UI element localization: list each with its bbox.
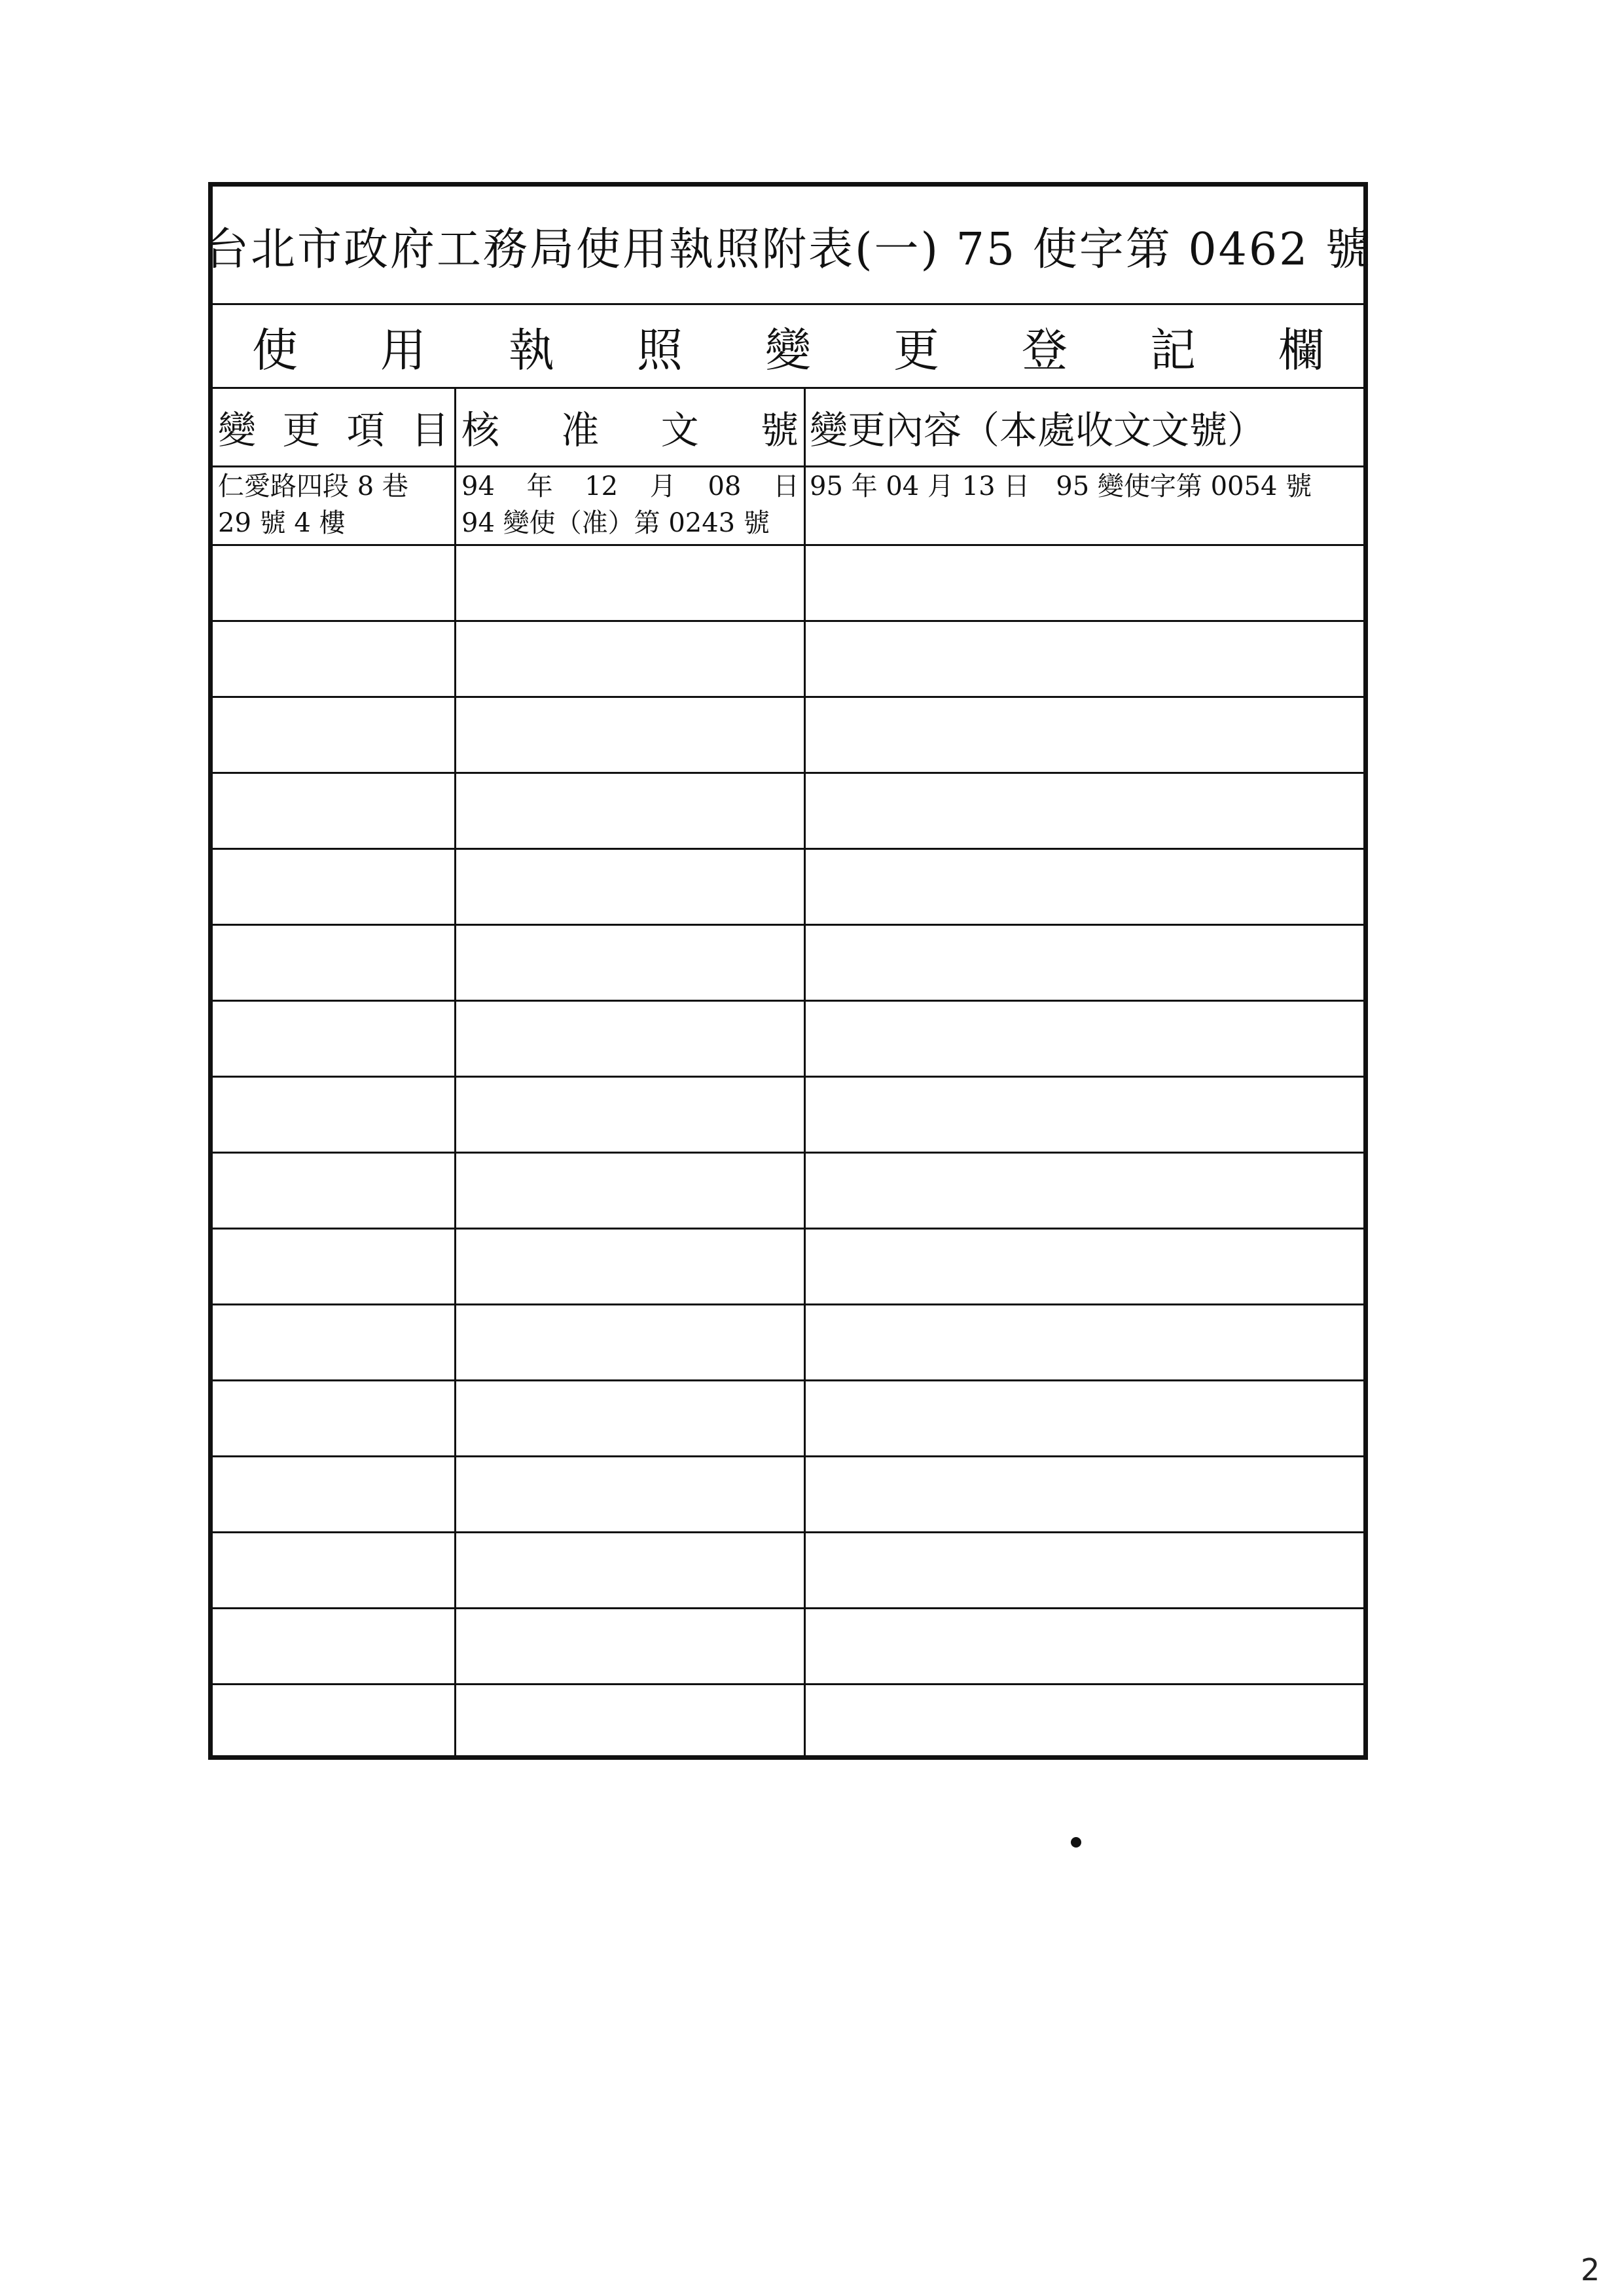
header-divider (213, 465, 1363, 467)
column-header-change-item (213, 388, 454, 465)
row-divider (213, 772, 1363, 774)
row-divider (213, 544, 1363, 546)
item-line: 29 號 4 樓 (218, 508, 346, 538)
row-divider (213, 1303, 1363, 1305)
section-heading (252, 304, 1324, 388)
row-divider (213, 1379, 1363, 1381)
date-part: 08 (708, 471, 742, 501)
row-divider (213, 1455, 1363, 1457)
row-divider (213, 1000, 1363, 1002)
date-part: 12 (584, 471, 619, 501)
row-divider (213, 1152, 1363, 1154)
approval-date (461, 468, 799, 505)
section-heading-char: 照 (637, 323, 683, 377)
section-heading-char: 變 (765, 323, 811, 377)
row-divider (213, 1607, 1363, 1609)
section-heading-char: 用 (380, 323, 426, 377)
date-part: 月 (649, 471, 676, 501)
row-divider (213, 696, 1363, 698)
header-char: 准 (561, 408, 600, 452)
approval-doc-number: 94 變使（准）第 0243 號 (461, 508, 770, 538)
header-char: 目 (410, 408, 449, 452)
header-char: 項 (346, 408, 385, 452)
header-char: 核 (461, 408, 500, 452)
column-header-approval-no (456, 388, 804, 465)
date-part: 日 (773, 471, 799, 501)
section-heading-char: 登 (1022, 323, 1068, 377)
row1-change-content: 95 年 04 月 13 日 95 變使字第 0054 號 (810, 471, 1312, 501)
section-heading-char: 記 (1150, 323, 1196, 377)
header-char: 更 (282, 408, 321, 452)
header-char: 變 (218, 408, 257, 452)
row-divider (213, 1076, 1363, 1078)
date-part: 年 (526, 471, 553, 501)
section-heading-char: 使 (252, 323, 298, 377)
row-divider (213, 1683, 1363, 1685)
row-divider (213, 924, 1363, 926)
section-heading-char: 更 (893, 323, 939, 377)
row1-approval-no (461, 468, 799, 541)
header-char: 文 (660, 408, 699, 452)
column-separator (804, 387, 806, 1755)
row-divider (213, 620, 1363, 622)
row-divider (213, 1531, 1363, 1533)
item-line: 仁愛路四段 8 巷 (218, 471, 408, 501)
row-divider (213, 848, 1363, 850)
usage-permit-change-table (204, 182, 1373, 1760)
column-separator (454, 387, 456, 1755)
row-divider (213, 1228, 1363, 1230)
form-title: 台北市政府工務局使用執照附表(一) 75 使字第 0462 號 (204, 223, 1373, 276)
column-header-change-content: 變更內容（本處收文文號） (810, 408, 1266, 452)
header-char: 號 (760, 408, 799, 452)
date-part: 94 (461, 471, 495, 501)
page-number: 2 (1581, 2252, 1600, 2287)
section-heading-char: 執 (509, 323, 554, 377)
ink-dot (1071, 1837, 1081, 1848)
row1-change-item (218, 468, 408, 541)
section-heading-char: 欄 (1278, 323, 1324, 377)
